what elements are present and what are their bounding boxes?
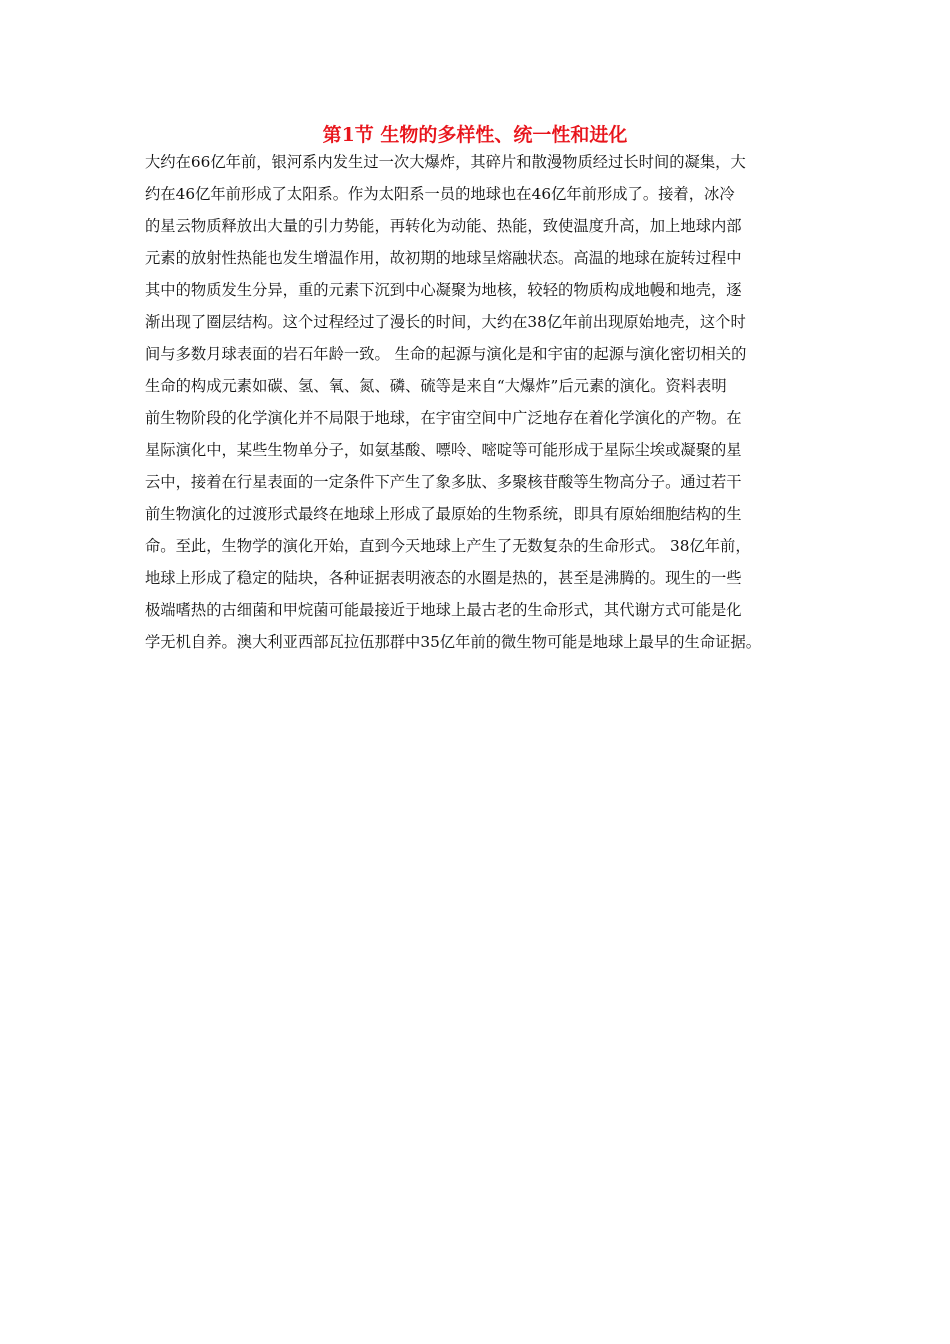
body-line: 云中，接着在行星表面的一定条件下产生了象多肽、多聚核苷酸等生物高分子。通过若干 [145,473,742,491]
body-line: 大约在66亿年前，银河系内发生过一次大爆炸，其碎片和散漫物质经过长时间的凝集，大 [145,153,746,171]
body-line: 地球上形成了稳定的陆块，各种证据表明液态的水圈是热的，甚至是沸腾的。现生的一些 [145,569,742,587]
body-line: 间与多数月球表面的岩石年龄一致。 生命的起源与演化是和宇宙的起源与演化密切相关的 [145,345,747,363]
body-line: 其中的物质发生分异，重的元素下沉到中心凝聚为地核，较轻的物质构成地幔和地壳，逐 [145,281,742,299]
document-title: 第1节 生物的多样性、统一性和进化 [322,124,628,146]
body-line: 极端嗜热的古细菌和甲烷菌可能最接近于地球上最古老的生命形式，其代谢方式可能是化 [145,601,742,619]
body-line: 的星云物质释放出大量的引力势能，再转化为动能、热能，致使温度升高，加上地球内部 [145,217,742,235]
body-line: 约在46亿年前形成了太阳系。作为太阳系一员的地球也在46亿年前形成了。接着，冰冷 [145,185,735,203]
body-line: 星际演化中，某些生物单分子，如氨基酸、嘌呤、嘧啶等可能形成于星际尘埃或凝聚的星 [145,441,742,459]
body-line: 渐出现了圈层结构。这个过程经过了漫长的时间，大约在38亿年前出现原始地壳，这个时 [145,313,746,331]
body-line: 生命的构成元素如碳、氢、氧、氮、磷、硫等是来自“大爆炸”后元素的演化。资料表明 [145,377,727,395]
body-line: 元素的放射性热能也发生增温作用，故初期的地球呈熔融状态。高温的地球在旋转过程中 [145,249,742,267]
body-line: 学无机自养。澳大利亚西部瓦拉伍那群中35亿年前的微生物可能是地球上最早的生命证据。 [145,633,762,651]
document-body [145,146,825,658]
body-line: 前生物阶段的化学演化并不局限于地球，在宇宙空间中广泛地存在着化学演化的产物。在 [145,409,742,427]
body-line: 命。至此，生物学的演化开始，直到今天地球上产生了无数复杂的生命形式。 38亿年前， [145,537,751,555]
body-line: 前生物演化的过渡形式最终在地球上形成了最原始的生物系统，即具有原始细胞结构的生 [145,505,742,523]
